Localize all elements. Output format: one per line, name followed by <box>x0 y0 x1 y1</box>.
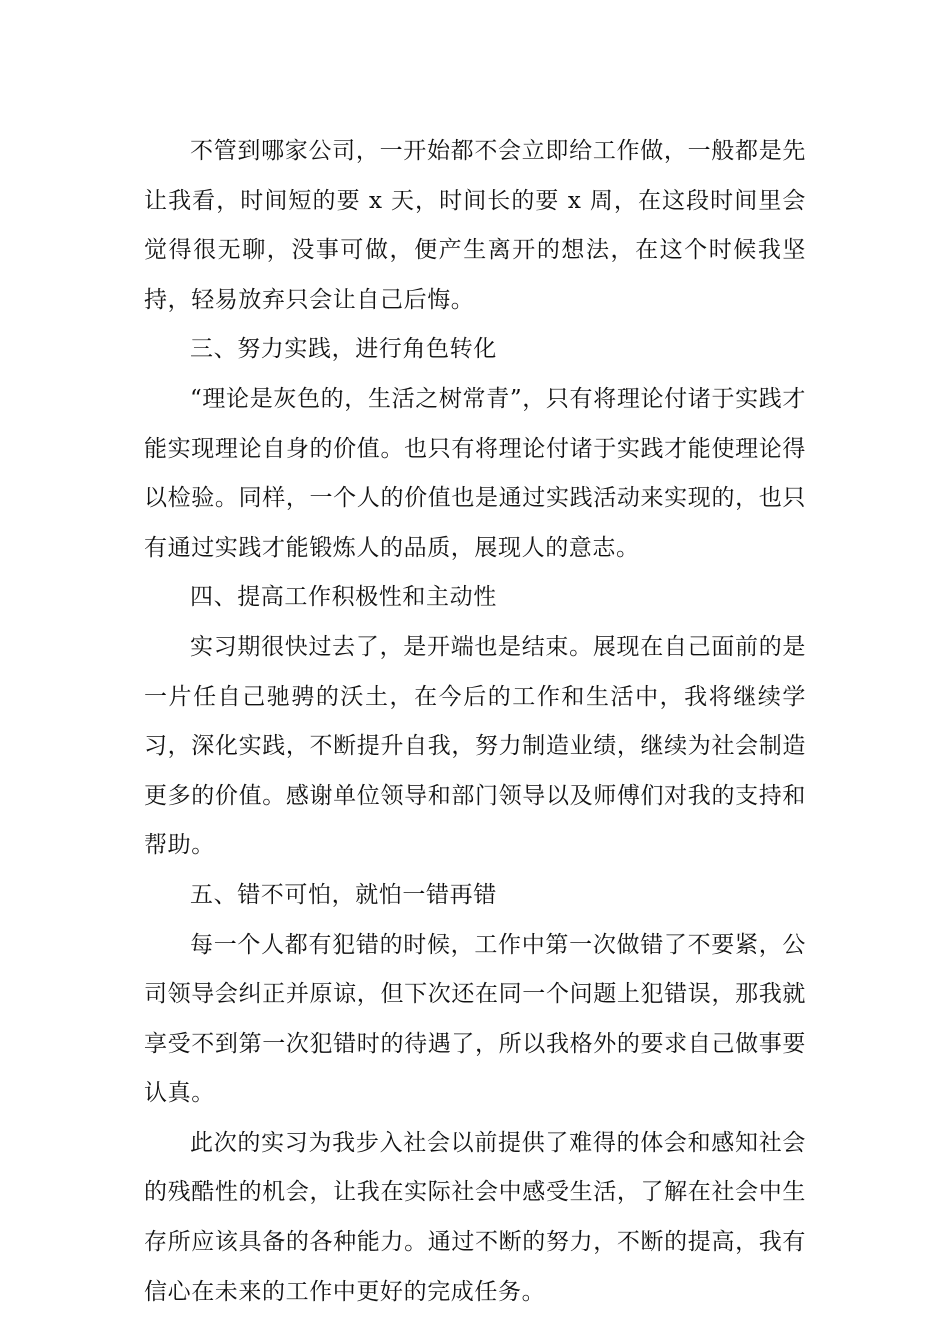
paragraph-conclusion: 此次的实习为我步入社会以前提供了难得的体会和感知社会的残酷性的机会，让我在实际社会中感受生活，了解在社会中生存所应该具备的各种能力。通过不断的努力，不断的提高，我有信心在未来的工作中更好的完成任务。 <box>144 1129 806 1305</box>
section-heading-5: 五、错不可怕，就怕一错再错 <box>190 881 497 908</box>
paragraph-persistence: 不管到哪家公司，一开始都不会立即给工作做，一般都是先让我看，时间短的要 x 天，时间长的要 x 周，在这段时间里会觉得很无聊，没事可做，便产生离开的想法，在这个时候我坚持，轻易放弃只会让自己后悔。 <box>144 138 806 313</box>
section-heading-3: 三、努力实践，进行角色转化 <box>190 336 497 363</box>
paragraph-practice: “理论是灰色的，生活之树常青”，只有将理论付诸于实践才能实现理论自身的价值。也只有将理论付诸于实践才能使理论得以检验。同样，一个人的价值也是通过实践活动来实现的，也只有通过实践才能锻炼人的品质，展现人的意志。 <box>144 385 806 561</box>
paragraph-mistakes: 每一个人都有犯错的时候，工作中第一次做错了不要紧，公司领导会纠正并原谅，但下次还在同一个问题上犯错误，那我就享受不到第一次犯错时的待遇了，所以我格外的要求自己做事要认真。 <box>144 931 806 1107</box>
paragraph-initiative: 实习期很快过去了，是开端也是结束。展现在自己面前的是一片任自己驰骋的沃土，在今后的工作和生活中，我将继续学习，深化实践，不断提升自我，努力制造业绩，继续为社会制造更多的价值。感谢单位领导和部门领导以及师傅们对我的支持和帮助。 <box>144 633 806 859</box>
section-heading-4: 四、提高工作积极性和主动性 <box>190 584 497 611</box>
document-body <box>144 127 806 1317</box>
